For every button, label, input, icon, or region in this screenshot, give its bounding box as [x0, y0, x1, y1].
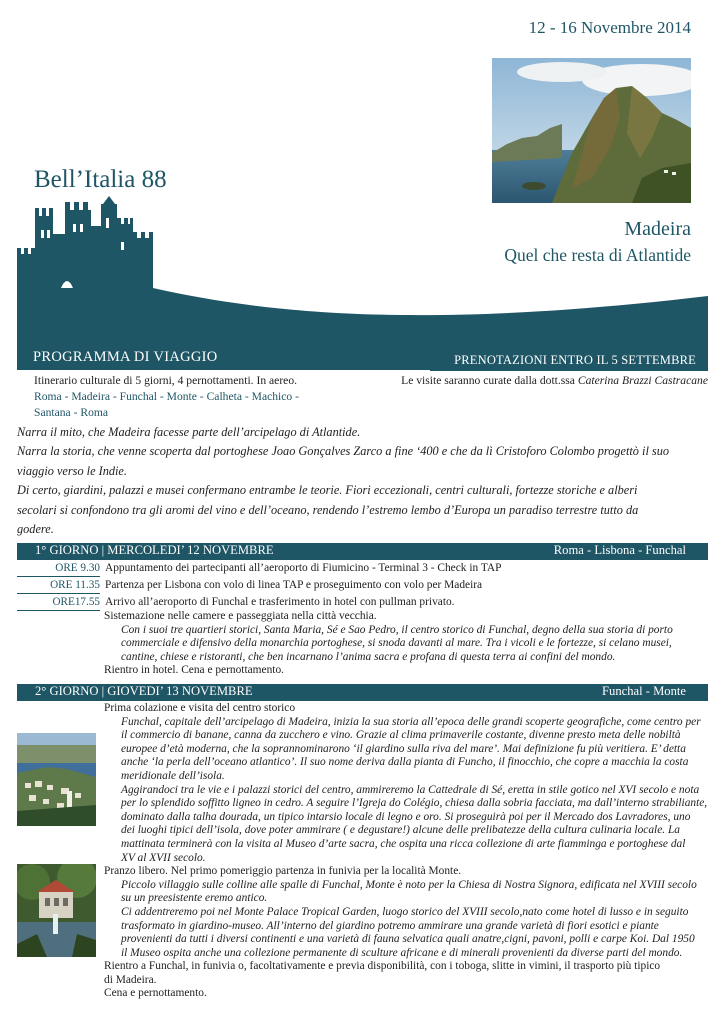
intro-line: secolari si confondono tra gli aromi del vino e dell’oceano, rendendo l’estremo lembo d’Europa un paradiso terrestre tutto da	[17, 502, 639, 517]
time-activity: Partenza per Lisbona con volo di linea TAP e proseguimento con volo per Madeira	[105, 579, 483, 591]
day2-afternoon: Pranzo libero. Nel primo pomeriggio partenza in funivia per la località Monte.	[104, 865, 462, 878]
guide-prefix: Le visite saranno curate dalla dott.ssa	[401, 374, 575, 387]
day2-description: dei luoghi tipici dell’isola, dove poter ammirare ( e degustare!) alcune delle prelibatezze della cultura culinaria locale. La	[121, 824, 680, 837]
time-label: ORE 9.30	[17, 561, 100, 577]
madeira-cliff-photo	[492, 58, 691, 203]
day2-monte-description: il Museo ospita anche una collezione permanente di sculture africane e di minerali provenienti da diverse parti del mondo.	[121, 946, 683, 959]
day1-route: Roma - Lisbona - Funchal	[553, 543, 686, 557]
destination-title: Madeira	[624, 218, 691, 240]
intro-text	[17, 423, 707, 539]
tropical-garden-photo	[17, 864, 96, 957]
program-bar	[17, 346, 708, 370]
guide-name: Caterina Brazzi Castracane	[577, 374, 708, 387]
brand-name: Bell’Italia 88	[34, 166, 167, 193]
day2-description: mattinata terminerà con la visita al Museo d’arte sacra, che ospita una ricca collezione di arte fiamminga e portoghese dal	[121, 837, 686, 850]
day1-bar	[17, 543, 708, 560]
event-date: 12 - 16 Novembre 2014	[528, 18, 691, 37]
booking-deadline: PRENOTAZIONI ENTRO IL 5 SETTEMBRE	[454, 353, 696, 367]
time-activity: Appuntamento dei partecipanti all’aeroporto di Fiumicino - Terminal 3 - Check in TAP	[105, 562, 502, 574]
itinerary-route: Roma - Madeira - Funchal - Monte - Calheta - Machico -	[34, 390, 299, 403]
day2-description: dominato dalla talha dourada, un tipico intarsio locale di legno e oro. Si proseguirà poi per il Mercado dos Lavradores, uno	[121, 810, 691, 823]
day2-monte-description: su un preesistente eremo antico.	[121, 892, 268, 905]
day1-description: commerciale e difensivo della monarchia portoghese, si snoda davanti al mare. Tra i vicoli e le fortezze, si celano musei,	[121, 637, 672, 650]
destination-subtitle: Quel che resta di Atlantide	[504, 245, 691, 265]
destination-block	[504, 218, 691, 266]
day1-title: 1° GIORNO | MERCOLEDI’ 12 NOVEMBRE	[35, 543, 274, 557]
day2-title: 2° GIORNO | GIOVEDI’ 13 NOVEMBRE	[35, 684, 253, 698]
day2-return-cont: di Madeira.	[104, 973, 157, 986]
day2-return: Rientro a Funchal, in funivia o, facoltativamente e previa disponibilità, con i toboga, slitte in vimini, il trasporto più tipico	[104, 960, 661, 973]
day2-monte-description: trasformato in giardino-museo. All’interno del giardino potremo ammirare una grande varietà di fiori esotici e piante	[121, 919, 659, 932]
day1-description: Con i suoi tre quartieri storici, Santa Maria, Sé e Sao Pedro, il centro storico di Funchal, degno della sua storia di porto	[121, 623, 673, 636]
itinerary-route-cont: Santana - Roma	[34, 406, 109, 419]
day1-description: cantine, chiese e ristoranti, che ben incarnano l’anima sacra e profana di questa terra ai confini del mondo.	[121, 650, 616, 663]
day2-monte-description: Piccolo villaggio sulle colline alle spalle di Funchal, Monte è noto per la Chiesa di Nostra Signora, edificata nel XVIII secolo	[121, 878, 697, 891]
castle-icon	[17, 196, 153, 296]
day2-description: Aggirandoci tra le vie e i palazzi storici del centro, ammireremo la Cattedrale di Sé, eretta in stile gotico nel XVI secolo e nota	[121, 783, 700, 796]
day2-description: Funchal, capitale dell’arcipelago di Madeira, inizia la sua storia all’epoca delle grandi scoperte geografiche, come centro per	[121, 715, 701, 728]
day2-details	[104, 702, 708, 1001]
day2-monte-description: provenienti da tutti i diversi continenti e una varietà di fauna selvatica quali anatre,cigni, pavoni, polli e carpe Koi. Dal 1950	[121, 933, 695, 946]
day2-description: meridionale dell’isola.	[121, 769, 225, 782]
time-label: ORE17.55	[17, 595, 100, 611]
day2-bar	[17, 684, 708, 701]
day2-monte-description: Ci addentreremo poi nel Monte Palace Tropical Garden, luogo storico del XVIII secolo,nato come hotel di lusso e in seguito	[121, 905, 689, 918]
day1-details	[104, 610, 708, 678]
divider	[430, 370, 708, 371]
guide-info	[401, 373, 708, 389]
intro-line: Di certo, giardini, palazzi e musei confermano entrambe le teorie. Fiori eccezionali, centri culturali, fortezze storiche e alberi	[17, 483, 638, 498]
day2-end: Cena e pernottamento.	[104, 987, 207, 1000]
day2-description: anche ‘la perla dell’oceano atlantico’. Il suo nome deriva dalla pianta di Funcho, il finocchio, che copre a macchia la costa	[121, 756, 689, 769]
day1-end: Rientro in hotel. Cena e pernottamento.	[104, 664, 284, 677]
day1-visit: Sistemazione nelle camere e passeggiata nella città vecchia.	[104, 610, 377, 622]
day2-description: XV al XVII secolo.	[121, 851, 206, 864]
funchal-harbor-photo	[17, 733, 96, 826]
day2-description: europee d’età moderna, che la soprannominarono ‘il giardino sulla riva del mare’. Mai definizione fu più veritiera. E’ detta	[121, 742, 686, 755]
itinerary-info	[34, 373, 334, 421]
day2-description: il commercio di banane, canna da zucchero e vino. Grazie al clima primaverile costante, divenne presto meta delle nobiltà	[121, 729, 681, 742]
time-activity: Arrivo all’aeroporto di Funchal e trasferimento in hotel con pullman privato.	[105, 596, 455, 608]
day2-morning: Prima colazione e visita del centro storico	[104, 702, 296, 714]
intro-line: Narra il mito, che Madeira facesse parte dell’arcipelago di Atlantide.	[17, 425, 361, 439]
day2-route: Funchal - Monte	[602, 684, 686, 698]
intro-line: Narra la storia, che venne scoperta dal portoghese Joao Gonçalves Zarco a fine ‘400 e che da lì Cristoforo Colombo progettò il suo	[17, 444, 670, 459]
time-label: ORE 11.35	[17, 578, 100, 594]
intro-line: godere.	[17, 522, 54, 537]
program-heading: PROGRAMMA DI VIAGGIO	[33, 349, 218, 365]
day2-description: per lo splendido soffitto ligneo in cedro. A seguire l’Igreja do Colégio, chiesa dalla sobria facciata, ma dall’interno strabiliante,	[121, 797, 708, 810]
intro-line: viaggio verso le Indie.	[17, 463, 127, 478]
itinerary-text: Itinerario culturale di 5 giorni, 4 pernottamenti. In aereo.	[34, 374, 298, 387]
